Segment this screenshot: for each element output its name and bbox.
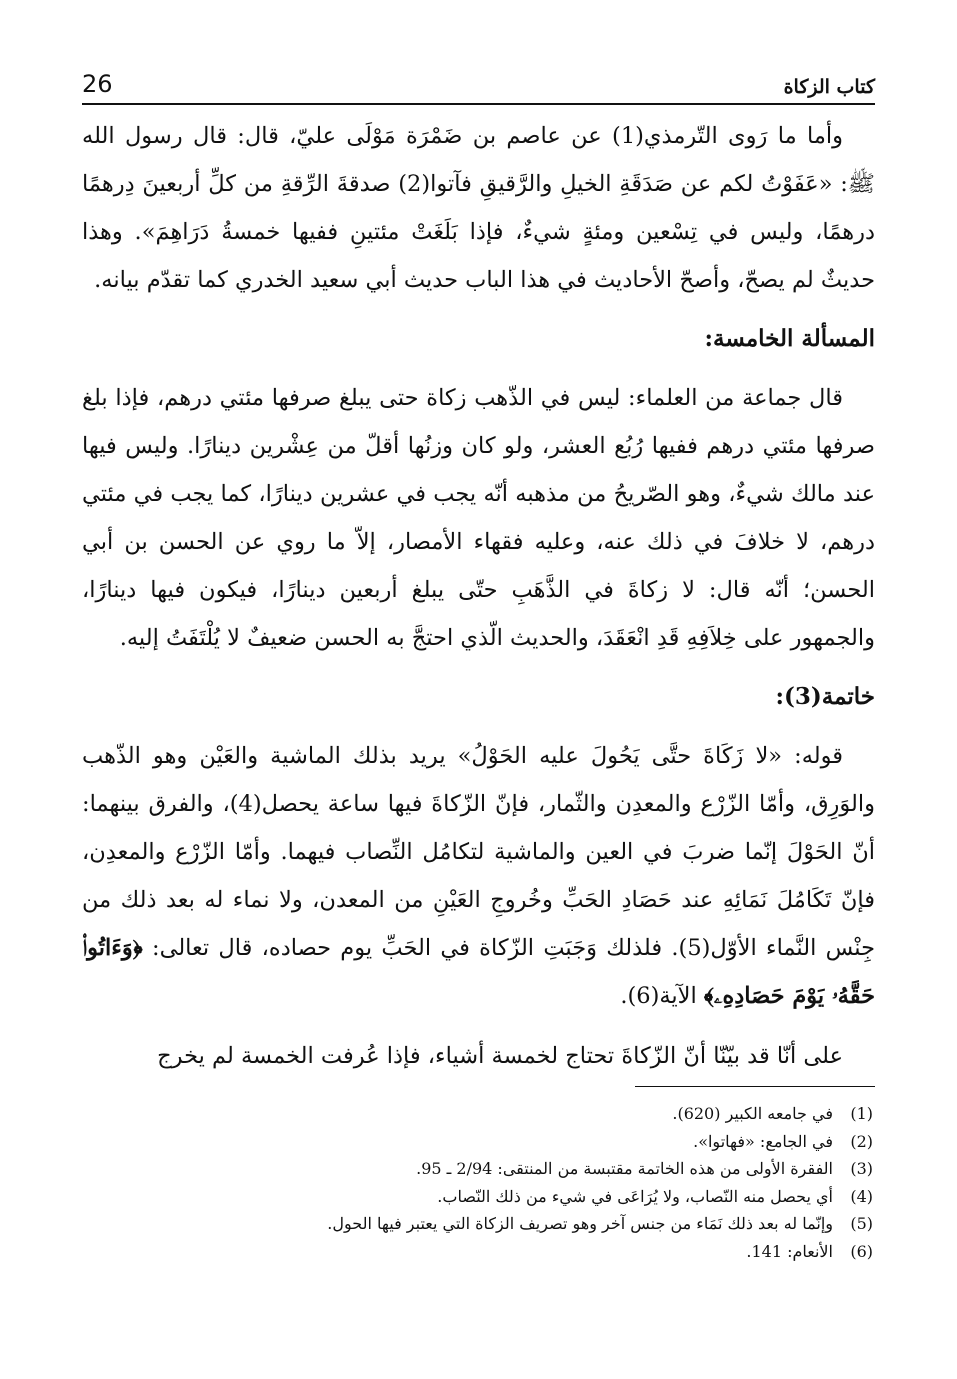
running-head (82, 58, 875, 98)
footnote (82, 1155, 873, 1183)
footnote-text: وإنّما له بعد ذلك نَمَاء من جنس آخر وهو تصريف الزكاة التي يعتبر فيها الحول. (327, 1214, 833, 1233)
footnote (82, 1183, 873, 1211)
footnote (82, 1210, 873, 1238)
quran-verse: ﴿وَءَاتُوا۟ حَقَّهُۥ يَوْمَ حَصَادِهِۦ﴾ (82, 935, 875, 1009)
footnote-number: (6) (850, 1241, 873, 1261)
spacer (82, 1020, 875, 1032)
footnote (82, 1238, 873, 1266)
footnote-number: (5) (850, 1214, 873, 1233)
header-rule (82, 103, 875, 105)
footnote-text: الفقرة الأولى من هذه الخاتمة مقتبسة من المنتقى: 2/94 ـ 95. (416, 1159, 833, 1178)
footnote (82, 1100, 873, 1128)
paragraph-gold-nisab: قال جماعة من العلماء: ليس في الذّهب زكاة حتى يبلغ صرفها مئتي درهم، فإذا بلغ صرفها مئتي درهم ففيها رُبُع العشر، ولو كان وزنُها أقلّ من عِشْرين دينارًا. وليس فيها عند مالك شيءٌ، وهو الصّريحُ من مذهبه أنّه يجب في عشرين دينارًا، كما يجب في مئتي درهم، لا خلافَ في ذلك عنه، وعليه فقهاء الأمصار، إلاّ ما روي عن الحسن بن أبي الحسن؛ أنّه قال: لا زكاةَ في الذَّهَبِ حتّى يبلغ أربعين دينارًا، فيكون فيها دينارًا، والجمهور على خِلاَفِهِ قَدِ انْعَقَدَ، والحديث الّذي احتجَّ به الحسن ضعيفٌ لا يُلْتَفَتُ إليه. (82, 385, 875, 651)
footnote-text: أي يحصل منه النّصاب، ولا يُرَاعَى في شيء من ذلك النّصاب. (437, 1186, 833, 1206)
footnote-text: الأنعام: 141. (746, 1241, 833, 1261)
footnote-text: في جامعه الكبير (620). (672, 1104, 833, 1123)
footnote (82, 1128, 873, 1156)
paragraph-five-conditions: على أنّا قد بيّنّا أنّ الزّكاةَ تحتاج لخمسة أشياء، فإذا عُرفت الخمسة لم يخرج (157, 1043, 843, 1069)
footnote-number: (3) (850, 1159, 873, 1178)
hawl-text: قوله: «لا زَكَاةَ حتَّى يَحُولَ عليه الحَوْلُ» يريد بذلك الماشية والعَيْن وهو الذّهب والوَرِق، وأمّا الزّرْع والمعدِن والثّمار، فإنّ الزّكاةَ فيها ساعة يحصل(4)، والفرق بينهما: أنّ الحَوْلَ إنّما ضربَ في العين والماشية لتكامُل النِّصاب فيهما. وأمّا الزّرْع والمعدِن، فإنّ تَكَامُلَ نَمَائِهِ عند حَصَادِ الحَبِّ وخُروجِ العَيْنِ من المعدن، ولا نماء له بعد ذلك من جِنْس النَّماء الأوّل(5). فلذلك وَجَبَتِ الزّكاة في الحَبِّ يوم حصاده، قال تعالى: (82, 743, 875, 961)
paragraph-tirmidhi-hadith: وأما ما رَوى التّرمذي(1) عن عاصم بن ضَمْرَة مَوْلَى عليّ، قال: قال رسول الله ﷺ: «عَفَوْتُ لكم عن صَدَقَةِ الخيلِ والرَّقيقِ فآتوا(2) صدقةَ الرِّقةِ من كلِّ أربعينَ دِرهمًا درهمًا، وليس في تِسْعين ومئةٍ شيءٌ، فإذا بَلَغَتْ مئتينِ ففيها خمسةُ دَرَاهِمَ». وهذا حديثٌ لم يصحّ، وأصحّ الأحاديث في هذا الباب حديث أبي سعيد الخدري كما تقدّم بيانه. (82, 123, 875, 293)
footnote-number: (4) (850, 1186, 873, 1206)
footnote-number: (1) (850, 1104, 873, 1123)
paragraph-hawl-explanation (82, 732, 875, 1020)
book-title: كتاب الزكاة (783, 76, 875, 98)
section-heading-conclusion: خاتمة(3): (775, 683, 875, 710)
main-text (82, 112, 875, 1080)
footnotes (82, 1100, 873, 1265)
section-heading-fifth-issue: المسألة الخامسة: (704, 325, 875, 352)
footnote-number: (2) (850, 1131, 873, 1151)
page-number: 26 (82, 70, 113, 98)
footnote-text: في الجامع: «فهاتوا». (693, 1131, 833, 1151)
verse-reference: الآية(6). (620, 983, 697, 1009)
footnote-separator (635, 1086, 875, 1087)
